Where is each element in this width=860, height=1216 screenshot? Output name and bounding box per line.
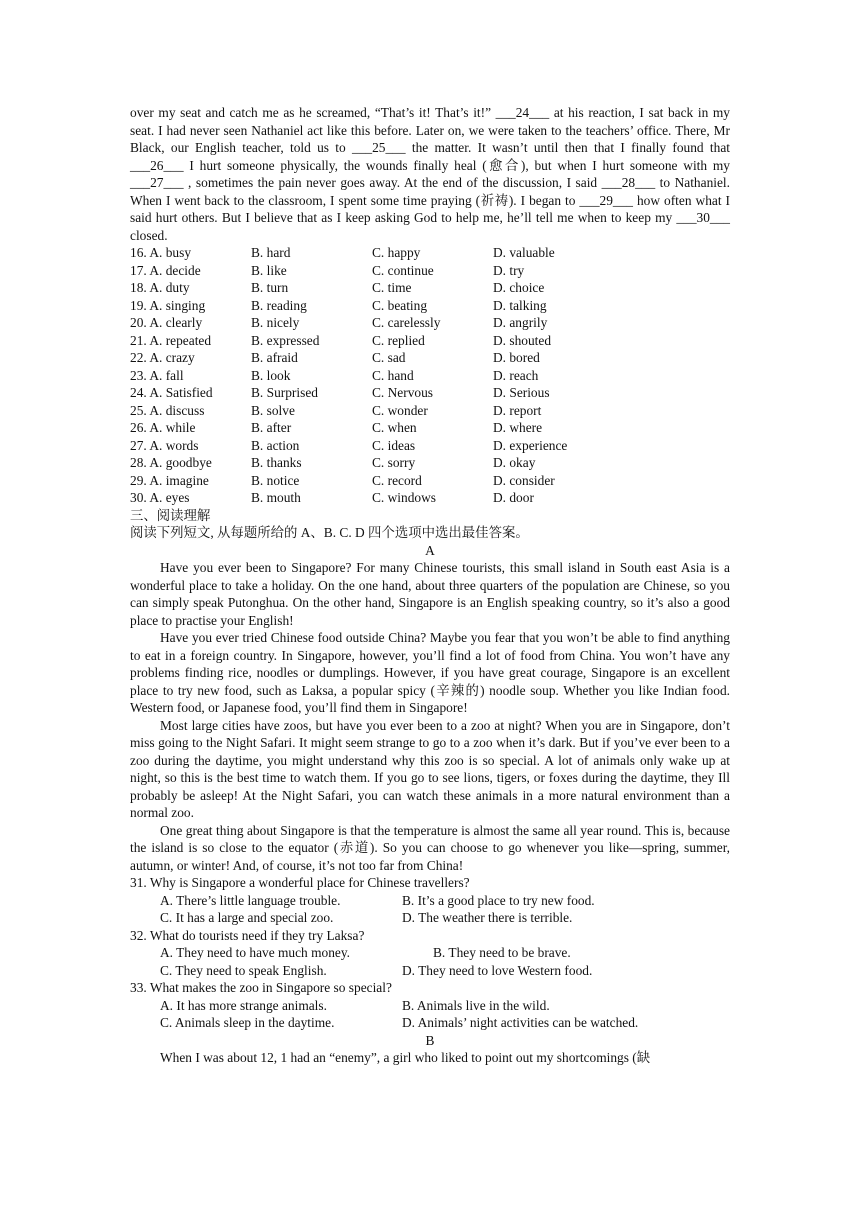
option: 17. A. decide [130, 262, 201, 278]
option: B. after [251, 420, 292, 435]
option: B. hard [251, 245, 291, 260]
option: D. experience [493, 437, 568, 453]
question-option: B. Animals live in the wild. [402, 997, 550, 1013]
option: D. angrily [493, 315, 548, 330]
option: D. choice [493, 280, 545, 295]
question-options [130, 944, 730, 962]
exam-page [130, 104, 730, 1067]
question-stem: 31. Why is Singapore a wonderful place for Chinese travellers? [130, 875, 470, 890]
option: 28. A. goodbye [130, 455, 212, 470]
option: D. okay [493, 455, 536, 470]
question-option: D. The weather there is terrible. [402, 910, 573, 925]
option: 21. A. repeated [130, 332, 212, 348]
question-option: D. They need to love Western food. [402, 962, 593, 978]
option: 26. A. while [130, 420, 196, 435]
option: C. replied [372, 332, 425, 348]
option: C. sad [372, 350, 406, 365]
option: 29. A. imagine [130, 472, 209, 488]
question-option: B. They need to be brave. [433, 945, 571, 960]
option: 22. A. crazy [130, 350, 195, 365]
option: B. afraid [251, 350, 298, 365]
option: D. bored [493, 350, 540, 365]
option: D. try [493, 262, 525, 278]
question-option: A. There’s little language trouble. [160, 892, 341, 908]
option: C. beating [372, 297, 428, 313]
option: 19. A. singing [130, 297, 206, 313]
question-option: C. It has a large and special zoo. [160, 910, 334, 925]
option: B. mouth [251, 490, 301, 505]
option: 23. A. fall [130, 367, 184, 383]
option: B. reading [251, 297, 307, 313]
option: C. time [372, 280, 412, 295]
option: C. Nervous [372, 385, 433, 400]
passage-a-paragraph: Have you ever tried Chinese food outside China? Maybe you fear that you won’t be able to find anything to eat in a foreign country. In Singapore, however, you’ll find a lot of food from China. You won’t have any problems finding rice, noodles or dumplings. However, if you have great courage, Singapore is an excellent place to try new food, such as Laksa, a popular spicy (辛辣的) noodle soup. Whether you like Indian food. Western food, or Japanese food, you’ll find them in Singapore! [130, 630, 730, 715]
section-instruction: 阅读下列短文, 从每题所给的 A、B. C. D 四个选项中选出最佳答案。 [130, 525, 529, 540]
passage-a-label: A [425, 542, 435, 558]
option: D. talking [493, 297, 547, 313]
option: C. wonder [372, 402, 428, 418]
option: D. shouted [493, 332, 552, 348]
question-options [130, 962, 730, 980]
passage-a-paragraph: Have you ever been to Singapore? For many Chinese tourists, this small island in South east Asia is a wonderful place to take a holiday. On the one hand, about three quarters of the population are Chinese, so you can simply speak Putonghua. On the other hand, Singapore is an English speaking country, so it’s also a good place to practise your English! [130, 560, 730, 628]
option: B. notice [251, 472, 300, 488]
option: D. Serious [493, 385, 550, 400]
passage-a-paragraph: One great thing about Singapore is that the temperature is almost the same all year round. This is, because the island is so close to the equator (赤道). So you can choose to go whenever you like—spring, summer, autumn, or winter! And, of course, it’s not too far from China! [130, 822, 730, 873]
option: B. thanks [251, 455, 302, 470]
question-option: A. They need to have much money. [160, 945, 351, 960]
cloze-passage-end: over my seat and catch me as he screamed, “That’s it! That’s it!” ___24___ at his reaction, I sat back in my seat. I had never seen Nathaniel act like this before. Later on, we were taken to the teachers’ office. There, Mr Black, our English teacher, told us to ___25___ the matter. It wasn’t until then that I finally found that ___26___ I hurt someone physically, the wounds finally heal (愈合), but when I hurt someone with my ___27___ , sometimes the pain never goes away. At the end of the discussion, I said ___28___ to Nathaniel. When I went back to the classroom, I spent some time praying (祈祷). I began to ___29___ how often what I said hurt others. But I believe that as I keep asking God to help me, he’ll tell me when to keep my ___30___ closed. [130, 105, 730, 243]
option: B. Surprised [251, 385, 318, 400]
section-title: 三、阅读理解 [130, 507, 211, 523]
option: B. turn [251, 280, 289, 295]
option: C. record [372, 472, 422, 488]
question-option: D. Animals’ night activities can be watched. [402, 1015, 639, 1030]
question-options [130, 997, 730, 1032]
passage-b-first-line: When I was about 12, 1 had an “enemy”, a girl who liked to point out my shortcomings (缺 [160, 1050, 651, 1065]
option: D. valuable [493, 245, 555, 260]
question-option: C. They need to speak English. [160, 962, 327, 978]
option: 25. A. discuss [130, 402, 205, 418]
question-option: B. It’s a good place to try new food. [402, 892, 595, 908]
option: 16. A. busy [130, 245, 192, 260]
option: B. nicely [251, 315, 300, 330]
option: C. happy [372, 245, 421, 260]
option: B. look [251, 367, 291, 383]
option: B. action [251, 437, 300, 453]
question-options [130, 892, 730, 927]
option: C. when [372, 420, 417, 435]
passage-b-label: B [425, 1032, 435, 1048]
option: 18. A. duty [130, 280, 190, 295]
question-stem: 33. What makes the zoo in Singapore so special? [130, 980, 392, 995]
option: C. windows [372, 490, 436, 505]
option: C. hand [372, 367, 414, 383]
option: D. door [493, 490, 534, 505]
option: 24. A. Satisfied [130, 385, 213, 400]
option: C. ideas [372, 437, 416, 453]
option: C. sorry [372, 455, 416, 470]
option: D. reach [493, 367, 539, 383]
option: 30. A. eyes [130, 490, 190, 505]
option: B. expressed [251, 332, 320, 348]
option: D. where [493, 420, 543, 435]
question-option: A. It has more strange animals. [160, 997, 327, 1013]
option: B. solve [251, 402, 295, 418]
option: C. continue [372, 262, 434, 278]
option: D. report [493, 402, 542, 418]
option: B. like [251, 262, 287, 278]
passage-a-paragraph: Most large cities have zoos, but have you ever been to a zoo at night? When you are in Singapore, don’t miss going to the Night Safari. It might seem strange to go to a zoo when it’s dark. But if you’ve ever been to a zoo during the daytime, you might understand why this zoo is so special. A lot of animals only wake up at night, so this is the best time to watch them. If you go to see lions, tigers, or foxes during the daytime, they Ill probably be asleep! At the Night Safari, you can watch these animals in a more natural environment than a normal zoo. [130, 717, 730, 820]
option: C. carelessly [372, 315, 441, 330]
option: D. consider [493, 472, 555, 488]
option: 27. A. words [130, 437, 199, 453]
cloze-options [130, 244, 730, 507]
option: 20. A. clearly [130, 315, 203, 330]
question-stem: 32. What do tourists need if they try Laksa? [130, 927, 365, 943]
question-option: C. Animals sleep in the daytime. [160, 1015, 335, 1030]
